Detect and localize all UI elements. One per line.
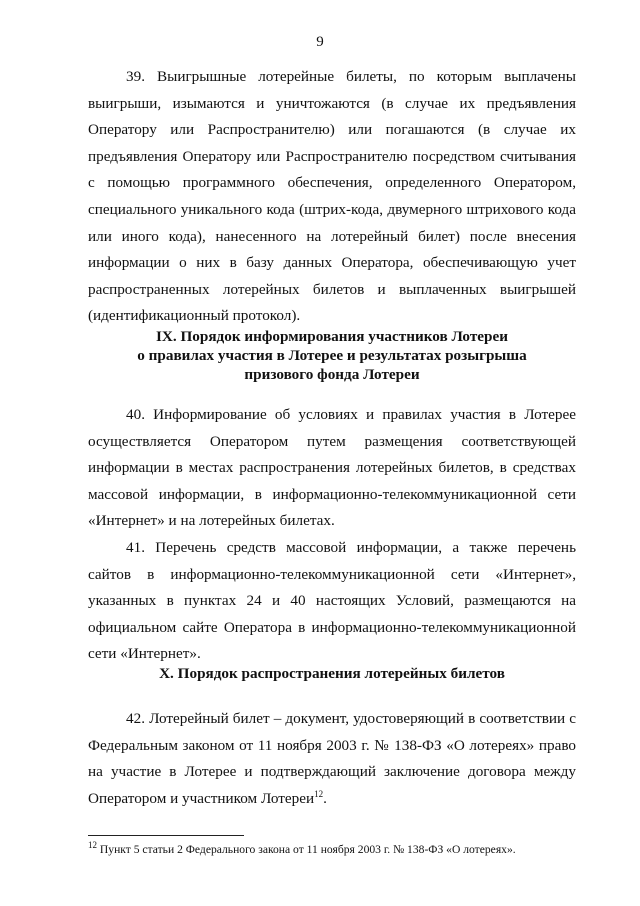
section-ix-heading-line-3: призового фонда Лотереи (244, 366, 420, 383)
paragraph-39: 39. Выигрышные лотерейные билеты, по которым выплачены выигрыши, изымаются и уничтожаются (в случае их предъявления Оператору или Распространителю) или погашаются (в случае их предъявления Оператору или Распространителю посредством считывания с помощью программного обеспечения, определенного Оператором, специального уникального кода (штрих-кода, двумерного штрихового кода или иного кода), нанесенного на лотерейный билет) после внесения информации о них в базу данных Оператора, обеспечивающую учет распространенных лотерейных билетов и выплаченных выигрышей (идентификационный протокол). (88, 68, 576, 325)
paragraph-42-text: 42. Лотерейный билет – документ, удостоверяющий в соответствии с Федеральным законом от 11 ноября 2003 г. № 138-ФЗ «О лотереях» право на участие в Лотерее и подтверждающий заключение договора между Оператором и участником Лотереи (88, 710, 576, 807)
section-x-heading (88, 664, 576, 683)
footnote-marker: 12 (88, 840, 97, 851)
paragraph-42-end: . (323, 789, 327, 807)
section-ix-heading-line-1: IX. Порядок информирования участников Лотереи (156, 328, 508, 345)
footnote-divider (88, 835, 244, 836)
paragraph-42 (88, 706, 576, 812)
paragraph-40: 40. Информирование об условиях и правилах участия в Лотерее осуществляется Оператором путем размещения соответствующей информации в местах распространения лотерейных билетов, в средствах массовой информации, в информационно-телекоммуникационной сети «Интернет» и на лотерейных билетах. (88, 406, 576, 530)
footnote-text: Пункт 5 статьи 2 Федерального закона от 11 ноября 2003 г. № 138-ФЗ «О лотереях». (97, 843, 516, 856)
footnote-reference-12: 12 (314, 788, 324, 799)
paragraphs-40-41-block (88, 402, 576, 668)
section-ix-heading-line-2: о правилах участия в Лотерее и результатах розыгрыша (137, 347, 527, 364)
page-number: 9 (316, 34, 324, 50)
section-ix-heading (88, 327, 576, 384)
paragraph-42-block (88, 706, 576, 812)
paragraph-41: 41. Перечень средств массовой информации, а также перечень сайтов в информационно-телекоммуникационной сети «Интернет», указанных в пунктах 24 и 40 настоящих Условий, размещаются на официальном сайте Оператора в информационно-телекоммуникационной сети «Интернет». (88, 538, 576, 663)
footnote-12 (88, 842, 576, 857)
paragraph-39-block (88, 64, 576, 330)
section-x-heading-title: X. Порядок распространения лотерейных билетов (159, 665, 505, 682)
